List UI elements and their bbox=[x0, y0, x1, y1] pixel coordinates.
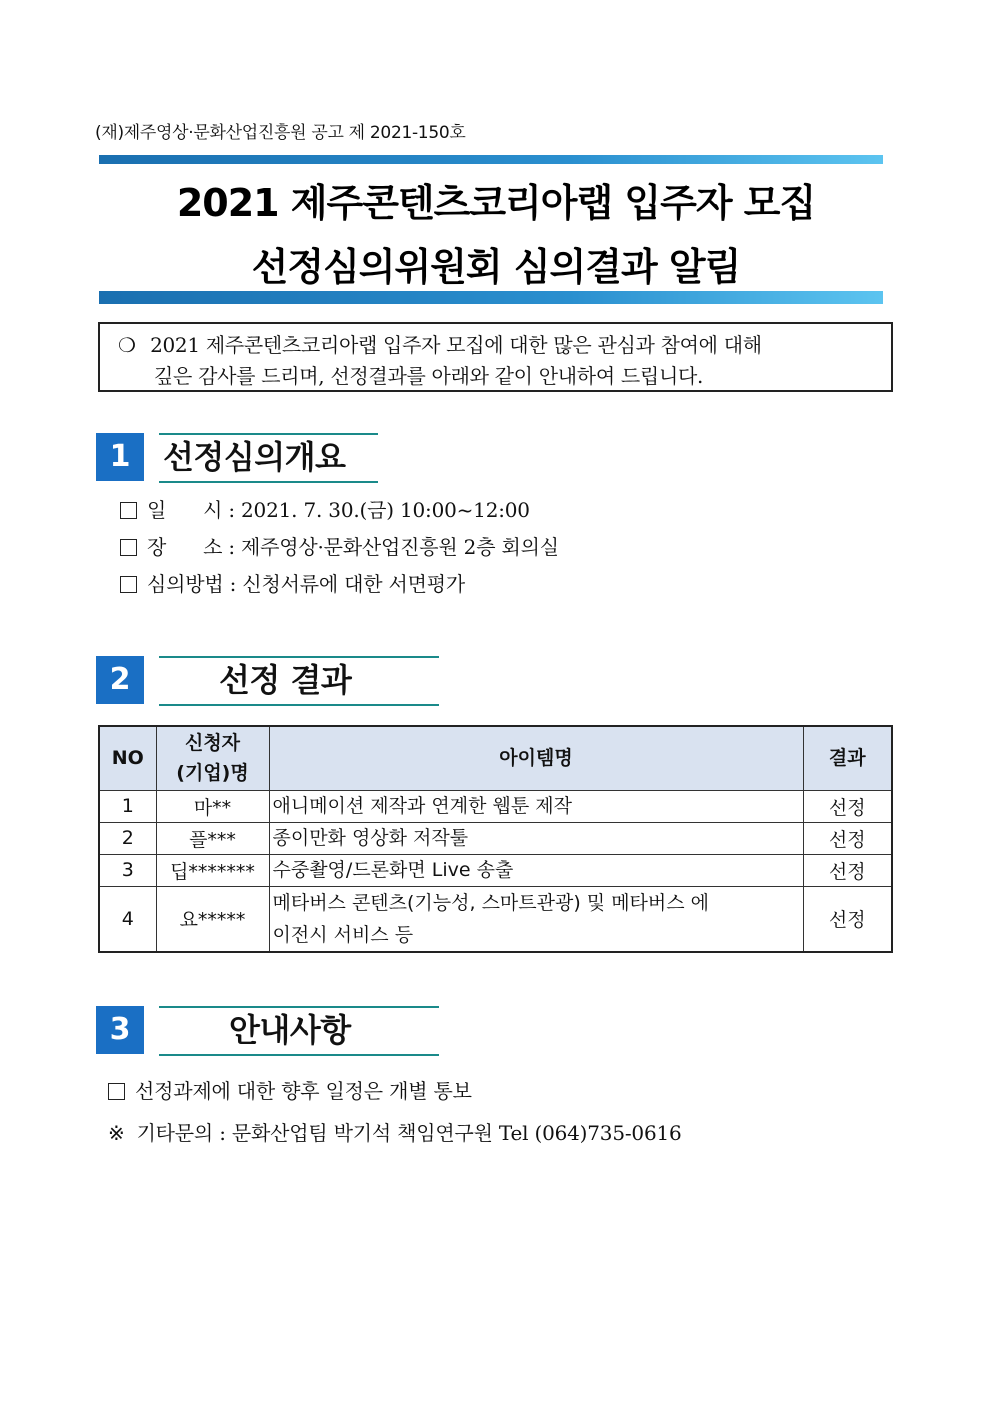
header-applicant-text: 신청자 (기업)명 bbox=[176, 732, 249, 785]
cell-item: 애니메이션 제작과 연계한 웹툰 제작 bbox=[269, 790, 803, 822]
table-header-row bbox=[99, 726, 892, 790]
cell-no: 3 bbox=[99, 854, 156, 886]
header-applicant bbox=[156, 726, 269, 790]
cell-applicant: 요***** bbox=[156, 886, 269, 952]
checkbox-icon bbox=[120, 576, 137, 593]
document-title-line2: 선정심의위원회 심의결과 알림 bbox=[251, 245, 741, 289]
section3-number: 3 bbox=[96, 1006, 144, 1054]
document-title-line1: 2021 제주콘텐츠코리아랩 입주자 모집 bbox=[176, 181, 816, 225]
cell-no: 2 bbox=[99, 822, 156, 854]
cell-no: 4 bbox=[99, 886, 156, 952]
table-row bbox=[99, 886, 892, 952]
s1-item-place-text: 장 소 : 제주영상·문화산업진흥원 2층 회의실 bbox=[147, 535, 559, 559]
title-bar-bottom bbox=[99, 291, 883, 304]
table-row bbox=[99, 822, 892, 854]
cell-item: 수중촬영/드론화면 Live 송출 bbox=[269, 854, 803, 886]
s3-contact-text: 기타문의 : 문화산업팀 박기석 책임연구원 Tel (064)735-0616 bbox=[136, 1121, 682, 1145]
cell-result: 선정 bbox=[803, 790, 892, 822]
checkbox-icon bbox=[120, 539, 137, 556]
cell-result: 선정 bbox=[803, 854, 892, 886]
s1-item-place bbox=[120, 531, 559, 560]
cell-applicant: 마** bbox=[156, 790, 269, 822]
s3-item-schedule-text: 선정과제에 대한 향후 일정은 개별 통보 bbox=[135, 1079, 472, 1103]
checkbox-icon bbox=[120, 502, 137, 519]
circle-bullet-icon: ❍ bbox=[118, 333, 136, 357]
title-bar-top bbox=[99, 155, 883, 164]
intro-box bbox=[98, 322, 893, 392]
cell-result: 선정 bbox=[803, 822, 892, 854]
result-table bbox=[98, 725, 893, 953]
cell-applicant: 플*** bbox=[156, 822, 269, 854]
s3-contact-note bbox=[108, 1117, 682, 1146]
intro-text-1: 2021 제주콘텐츠코리아랩 입주자 모집에 대한 많은 관심과 참여에 대해 bbox=[150, 333, 762, 357]
section2-number: 2 bbox=[96, 656, 144, 704]
reference-mark-icon: ※ bbox=[108, 1121, 125, 1145]
section1-number: 1 bbox=[96, 433, 144, 481]
checkbox-icon bbox=[108, 1083, 125, 1100]
s1-item-method bbox=[120, 568, 465, 597]
header-no: NO bbox=[99, 726, 156, 790]
cell-item: 종이만화 영상화 저작툴 bbox=[269, 822, 803, 854]
s1-item-method-text: 심의방법 : 신청서류에 대한 서면평가 bbox=[147, 572, 465, 596]
table-row bbox=[99, 854, 892, 886]
cell-item bbox=[269, 886, 803, 952]
intro-line2: 깊은 감사를 드리며, 선정결과를 아래와 같이 안내하여 드립니다. bbox=[154, 364, 704, 388]
table-row bbox=[99, 790, 892, 822]
s1-item-date bbox=[120, 494, 530, 523]
section2-title: 선정 결과 bbox=[159, 656, 439, 706]
notice-number: (재)제주영상·문화산업진흥원 공고 제 2021-150호 bbox=[95, 123, 466, 143]
header-result: 결과 bbox=[803, 726, 892, 790]
cell-result: 선정 bbox=[803, 886, 892, 952]
section1-title: 선정심의개요 bbox=[159, 433, 378, 483]
cell-no: 1 bbox=[99, 790, 156, 822]
s1-item-date-text: 일 시 : 2021. 7. 30.(금) 10:00~12:00 bbox=[147, 498, 530, 522]
section3-title: 안내사항 bbox=[159, 1006, 439, 1056]
header-item: 아이템명 bbox=[269, 726, 803, 790]
cell-item-text: 메타버스 콘텐츠(기능성, 스마트관광) 및 메타버스 에 이전시 서비스 등 bbox=[272, 891, 709, 946]
intro-line1 bbox=[118, 330, 879, 361]
cell-applicant: 딥******* bbox=[156, 854, 269, 886]
s3-item-schedule bbox=[108, 1075, 472, 1104]
